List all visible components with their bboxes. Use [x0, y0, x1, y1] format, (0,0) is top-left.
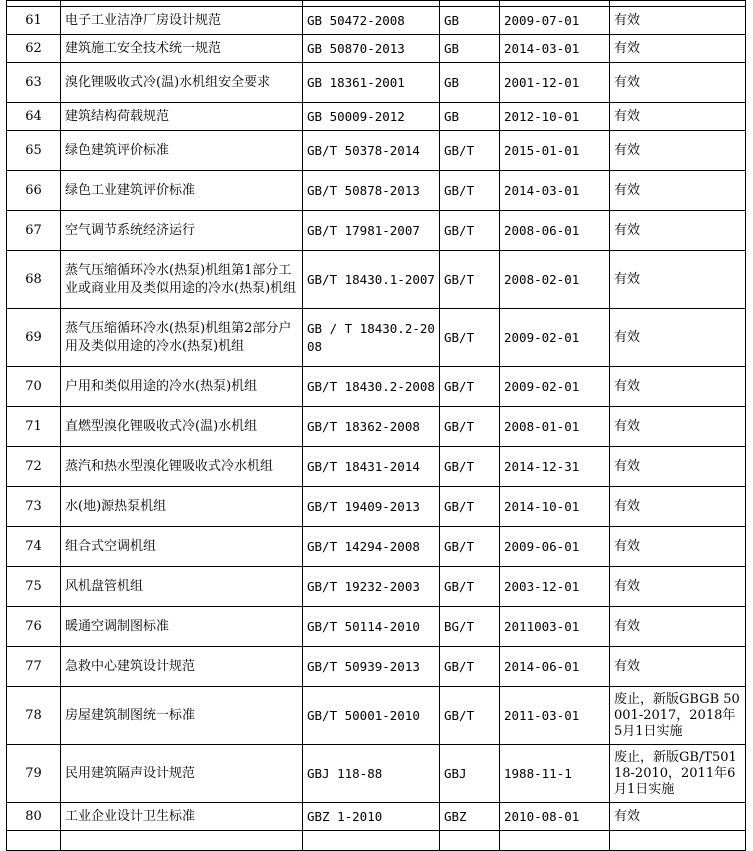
standard-code: GB/T 50378-2014 [303, 131, 440, 171]
standard-category: GB [440, 35, 500, 63]
standard-category: GB/T [440, 131, 500, 171]
status: 废止，新版GB/T50118-2010，2011年6月1日实施 [610, 745, 746, 803]
standard-category: GBZ [440, 803, 500, 831]
standard-name: 直燃型溴化锂吸收式冷(温)水机组 [61, 407, 303, 447]
standard-name: 绿色工业建筑评价标准 [61, 171, 303, 211]
status: 有效 [610, 607, 746, 647]
status: 有效 [610, 131, 746, 171]
standard-name: 组合式空调机组 [61, 527, 303, 567]
standard-name: 建筑施工安全技术统一规范 [61, 35, 303, 63]
standard-code: GB/T 50939-2013 [303, 647, 440, 687]
row-number: 62 [7, 35, 61, 63]
table-row [7, 367, 746, 407]
row-number: 63 [7, 63, 61, 103]
standard-category: GB [440, 7, 500, 35]
standard-name: 溴化锂吸收式冷(温)水机组安全要求 [61, 63, 303, 103]
table-row [7, 687, 746, 745]
standard-name: 蒸气压缩循环冷水(热泵)机组第2部分户用及类似用途的冷水(热泵)机组 [61, 309, 303, 367]
status: 有效 [610, 103, 746, 131]
effective-date: 2009-02-01 [500, 309, 610, 367]
row-number: 61 [7, 7, 61, 35]
row-number: 65 [7, 131, 61, 171]
row-number: 78 [7, 687, 61, 745]
row-number: 67 [7, 211, 61, 251]
standard-code: GB/T 18430.2-2008 [303, 367, 440, 407]
standard-code: GB/T 17981-2007 [303, 211, 440, 251]
table-row [7, 211, 746, 251]
effective-date: 2008-01-01 [500, 407, 610, 447]
status: 有效 [610, 63, 746, 103]
standard-category: GB/T [440, 647, 500, 687]
standard-code: GB/T 18430.1-2007 [303, 251, 440, 309]
table-row [7, 63, 746, 103]
status: 有效 [610, 7, 746, 35]
cut-off-cell [7, 831, 61, 851]
standard-category: BG/T [440, 607, 500, 647]
standard-name: 空气调节系统经济运行 [61, 211, 303, 251]
standard-name: 暖通空调制图标准 [61, 607, 303, 647]
row-number: 75 [7, 567, 61, 607]
status: 有效 [610, 171, 746, 211]
status: 有效 [610, 407, 746, 447]
standard-code: GB / T 18430.2-2008 [303, 309, 440, 367]
status: 有效 [610, 211, 746, 251]
standard-category: GB [440, 103, 500, 131]
standard-category: GB/T [440, 447, 500, 487]
table-row [7, 487, 746, 527]
row-number: 73 [7, 487, 61, 527]
row-number: 64 [7, 103, 61, 131]
standard-name: 蒸汽和热水型溴化锂吸收式冷水机组 [61, 447, 303, 487]
standard-category: GBJ [440, 745, 500, 803]
effective-date: 2001-12-01 [500, 63, 610, 103]
effective-date: 2012-10-01 [500, 103, 610, 131]
standard-name: 急救中心建筑设计规范 [61, 647, 303, 687]
table-row [7, 527, 746, 567]
cut-off-cell [303, 831, 440, 851]
status: 有效 [610, 527, 746, 567]
effective-date: 2003-12-01 [500, 567, 610, 607]
table-row [7, 447, 746, 487]
status: 有效 [610, 567, 746, 607]
status: 有效 [610, 647, 746, 687]
effective-date: 2008-06-01 [500, 211, 610, 251]
effective-date: 2009-06-01 [500, 527, 610, 567]
row-number: 71 [7, 407, 61, 447]
standard-category: GB/T [440, 309, 500, 367]
standard-code: GB 50870-2013 [303, 35, 440, 63]
effective-date: 2015-01-01 [500, 131, 610, 171]
effective-date: 2014-12-31 [500, 447, 610, 487]
status: 有效 [610, 447, 746, 487]
standards-table [6, 0, 746, 851]
table-row [7, 407, 746, 447]
standard-code: GB/T 19409-2013 [303, 487, 440, 527]
row-number: 72 [7, 447, 61, 487]
row-number: 68 [7, 251, 61, 309]
standard-category: GB/T [440, 527, 500, 567]
standard-name: 电子工业洁净厂房设计规范 [61, 7, 303, 35]
cut-off-cell [500, 831, 610, 851]
standard-category: GB/T [440, 367, 500, 407]
standard-name: 户用和类似用途的冷水(热泵)机组 [61, 367, 303, 407]
effective-date: 2014-03-01 [500, 171, 610, 211]
table-row [7, 131, 746, 171]
table-row [7, 251, 746, 309]
standard-name: 民用建筑隔声设计规范 [61, 745, 303, 803]
standard-code: GBZ 1-2010 [303, 803, 440, 831]
standard-category: GB/T [440, 487, 500, 527]
cut-off-cell [610, 831, 746, 851]
effective-date: 2009-02-01 [500, 367, 610, 407]
standard-code: GB/T 50001-2010 [303, 687, 440, 745]
effective-date: 2008-02-01 [500, 251, 610, 309]
row-number: 80 [7, 803, 61, 831]
row-number: 66 [7, 171, 61, 211]
standard-name: 蒸气压缩循环冷水(热泵)机组第1部分工业或商业用及类似用途的冷水(热泵)机组 [61, 251, 303, 309]
effective-date: 2010-08-01 [500, 803, 610, 831]
standard-code: GB 50009-2012 [303, 103, 440, 131]
standard-category: GB/T [440, 407, 500, 447]
standard-name: 水(地)源热泵机组 [61, 487, 303, 527]
status: 有效 [610, 487, 746, 527]
status: 有效 [610, 35, 746, 63]
standard-name: 绿色建筑评价标准 [61, 131, 303, 171]
table-row [7, 309, 746, 367]
standard-name: 工业企业设计卫生标准 [61, 803, 303, 831]
table-row [7, 647, 746, 687]
effective-date: 2011-03-01 [500, 687, 610, 745]
cut-off-cell [440, 831, 500, 851]
row-number: 69 [7, 309, 61, 367]
standard-code: GB 18361-2001 [303, 63, 440, 103]
standard-code: GB/T 14294-2008 [303, 527, 440, 567]
effective-date: 2014-06-01 [500, 647, 610, 687]
cut-off-cell [61, 831, 303, 851]
standard-category: GB/T [440, 567, 500, 607]
standard-code: GB/T 18362-2008 [303, 407, 440, 447]
effective-date: 2009-07-01 [500, 7, 610, 35]
table-row [7, 567, 746, 607]
standard-category: GB [440, 63, 500, 103]
effective-date: 2014-03-01 [500, 35, 610, 63]
standard-category: GB/T [440, 251, 500, 309]
standard-name: 建筑结构荷载规范 [61, 103, 303, 131]
standard-category: GB/T [440, 687, 500, 745]
row-number: 70 [7, 367, 61, 407]
table-row [7, 35, 746, 63]
table-row [7, 745, 746, 803]
standard-code: GB/T 19232-2003 [303, 567, 440, 607]
table-row [7, 607, 746, 647]
effective-date: 2014-10-01 [500, 487, 610, 527]
standard-code: GB/T 50878-2013 [303, 171, 440, 211]
table-row [7, 803, 746, 831]
standard-name: 房屋建筑制图统一标准 [61, 687, 303, 745]
standard-code: GB/T 50114-2010 [303, 607, 440, 647]
status: 废止，新版GBGB 50001-2017，2018年5月1日实施 [610, 687, 746, 745]
status: 有效 [610, 367, 746, 407]
standard-code: GB 50472-2008 [303, 7, 440, 35]
table-row [7, 171, 746, 211]
standard-code: GBJ 118-88 [303, 745, 440, 803]
row-number: 74 [7, 527, 61, 567]
status: 有效 [610, 803, 746, 831]
table-row [7, 831, 746, 851]
row-number: 79 [7, 745, 61, 803]
status: 有效 [610, 251, 746, 309]
standard-category: GB/T [440, 171, 500, 211]
standard-code: GB/T 18431-2014 [303, 447, 440, 487]
row-number: 77 [7, 647, 61, 687]
table-row [7, 103, 746, 131]
table-row [7, 7, 746, 35]
effective-date: 2011003-01 [500, 607, 610, 647]
row-number: 76 [7, 607, 61, 647]
standard-name: 风机盘管机组 [61, 567, 303, 607]
status: 有效 [610, 309, 746, 367]
effective-date: 1988-11-1 [500, 745, 610, 803]
standard-category: GB/T [440, 211, 500, 251]
